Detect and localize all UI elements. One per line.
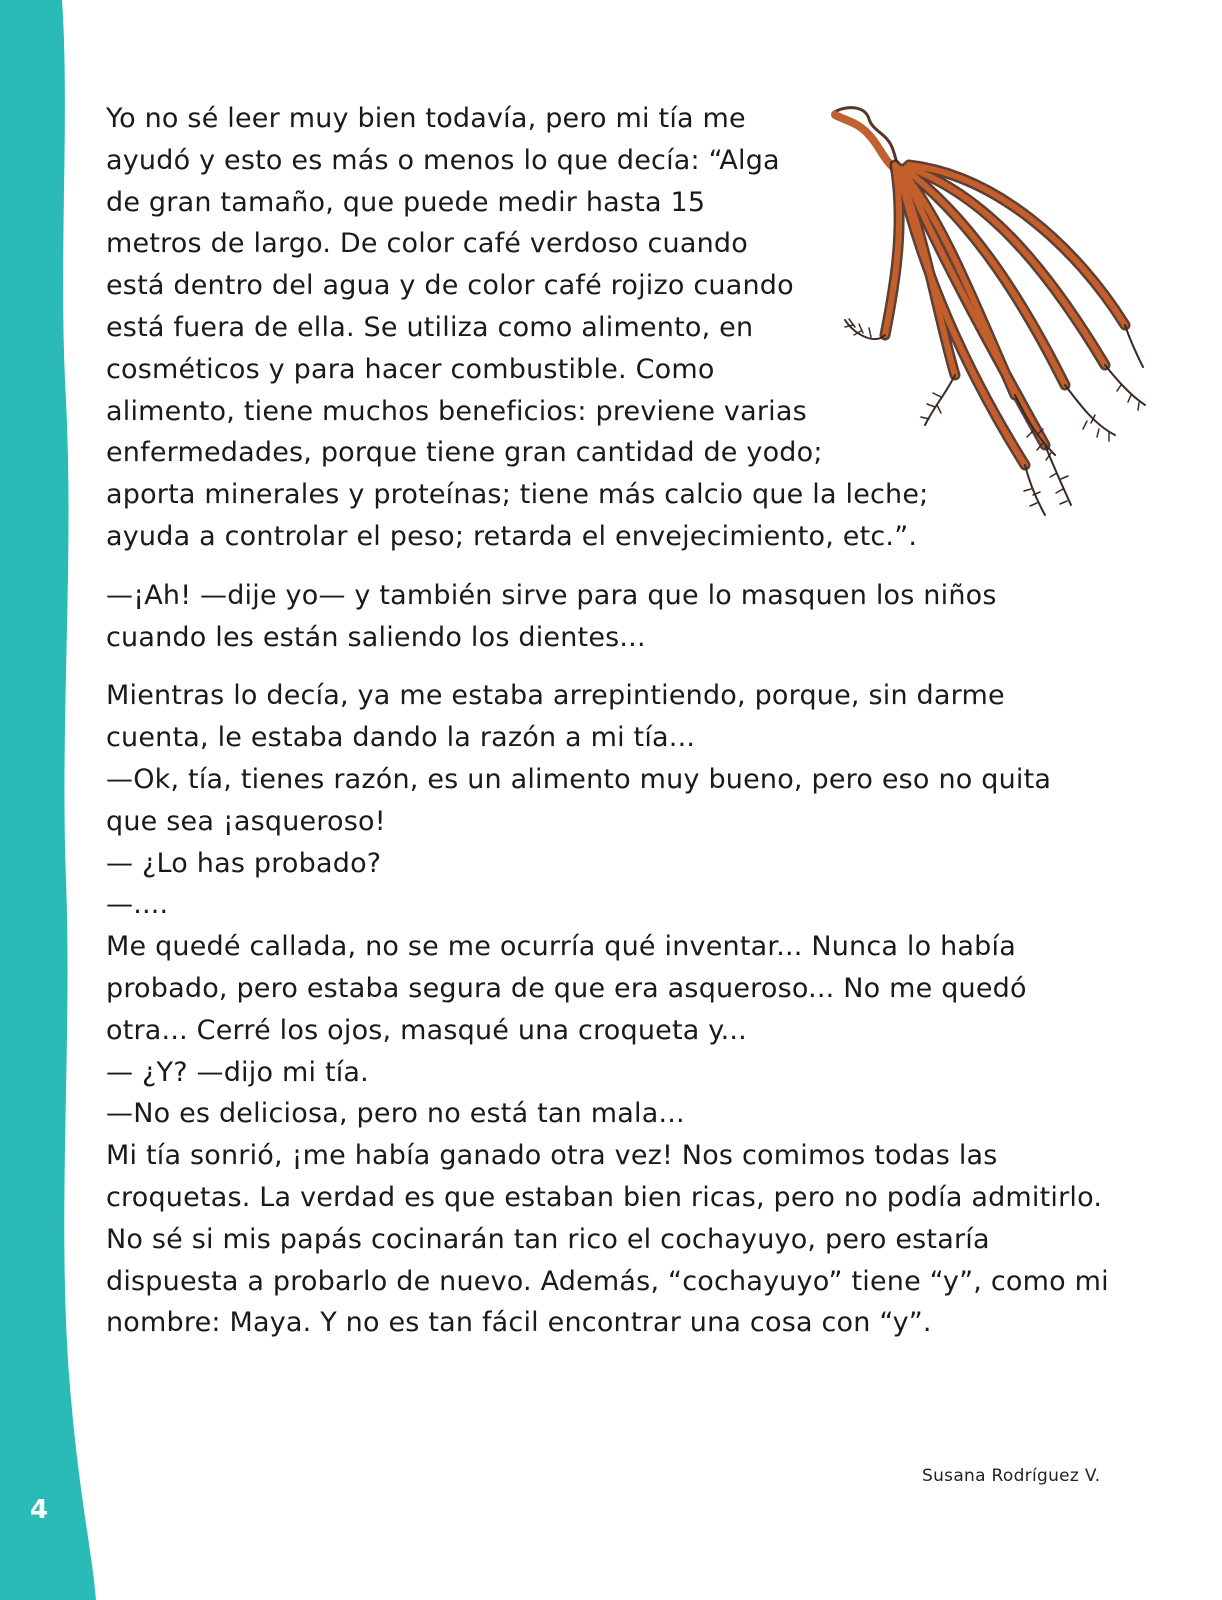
page-side-band <box>0 0 110 1600</box>
text-line: otra... Cerré los ojos, masqué una croqueta y... <box>106 1014 747 1046</box>
text-line: Mientras lo decía, ya me estaba arrepintiendo, porque, sin darme <box>106 680 1005 712</box>
text-line: — ¿Lo has probado? <box>106 847 382 879</box>
text-line: —.... <box>106 889 169 921</box>
text-line: metros de largo. De color café verdoso cuando <box>106 228 748 260</box>
paragraph-spacer <box>106 558 1106 575</box>
story-text <box>106 98 1109 1344</box>
author-credit: Susana Rodríguez V. <box>922 1466 1101 1486</box>
text-line: No sé si mis papás cocinarán tan rico el cochayuyo, pero estaría <box>106 1223 990 1255</box>
paragraph-dialogue <box>106 675 1109 1344</box>
text-line: está fuera de ella. Se utiliza como alimento, en <box>106 311 754 343</box>
text-line: Mi tía sonrió, ¡me había ganado otra vez! Nos comimos todas las <box>106 1140 998 1172</box>
text-line: Me quedé callada, no se me ocurría qué inventar... Nunca lo había <box>106 931 1016 963</box>
text-line: aporta minerales y proteínas; tiene más calcio que la leche; <box>106 479 929 511</box>
text-line: ayudó y esto es más o menos lo que decía: “Alga <box>106 144 780 176</box>
paragraph-spacer <box>106 658 1106 675</box>
text-line: enfermedades, porque tiene gran cantidad de yodo; <box>106 437 823 469</box>
text-line: Yo no sé leer muy bien todavía, pero mi tía me <box>106 103 746 134</box>
text-line: —Ok, tía, tienes razón, es un alimento muy bueno, pero eso no quita <box>106 763 1052 795</box>
text-line: cosméticos y para hacer combustible. Como <box>106 353 715 385</box>
text-line: probado, pero estaba segura de que era asqueroso... No me quedó <box>106 972 1027 1004</box>
text-line: — ¿Y? —dijo mi tía. <box>106 1056 369 1088</box>
page-number: 4 <box>30 1495 49 1525</box>
text-line: que sea ¡asqueroso! <box>106 805 386 837</box>
text-line: dispuesta a probarlo de nuevo. Además, “cochayuyo” tiene “y”, como mi <box>106 1265 1109 1297</box>
text-line: de gran tamaño, que puede medir hasta 15 <box>106 186 706 218</box>
text-line: está dentro del agua y de color café rojizo cuando <box>106 270 794 302</box>
text-line: —¡Ah! —dije yo— y también sirve para que lo masquen los niños <box>106 579 997 611</box>
paragraph-teething <box>106 575 1106 659</box>
text-line: cuando les están saliendo los dientes... <box>106 621 646 653</box>
text-line: croquetas. La verdad es que estaban bien ricas, pero no podía admitirlo. <box>106 1181 1103 1213</box>
text-line: ayuda a controlar el peso; retarda el envejecimiento, etc.”. <box>106 520 918 552</box>
text-line: nombre: Maya. Y no es tan fácil encontrar una cosa con “y”. <box>106 1307 932 1339</box>
paragraph-algae-description <box>106 98 1106 558</box>
text-line: alimento, tiene muchos beneficios: previene varias <box>106 395 807 427</box>
text-line: cuenta, le estaba dando la razón a mi tía... <box>106 722 696 754</box>
text-line: —No es deliciosa, pero no está tan mala... <box>106 1098 685 1130</box>
